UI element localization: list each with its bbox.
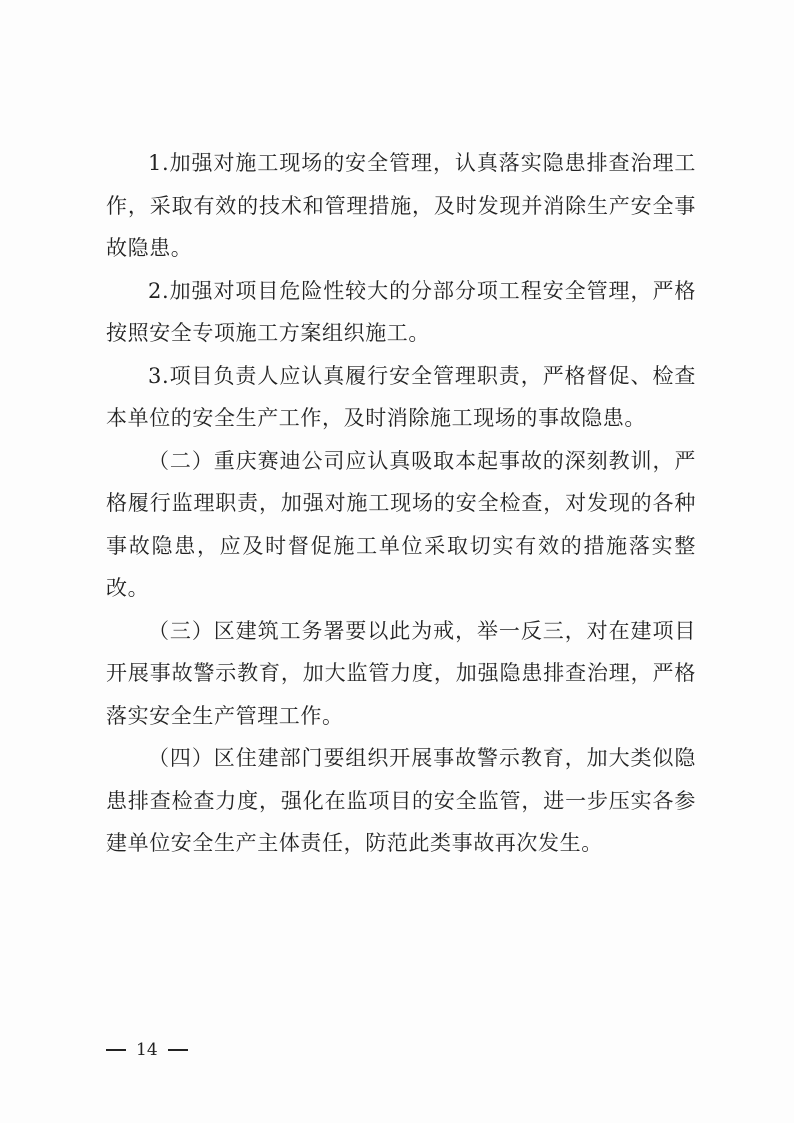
page-number: 14 — [136, 1040, 158, 1060]
paragraph-section-2: （二）重庆赛迪公司应认真吸取本起事故的深刻教训，严格履行监理职责，加强对施工现场的安全检查，对发现的各种事故隐患，应及时督促施工单位采取切实有效的措施落实整改。 — [106, 448, 696, 600]
document-body — [106, 142, 696, 865]
footer-dash-right — [168, 1049, 188, 1051]
paragraph-item-3: 3.项目负责人应认真履行安全管理职责，严格督促、检查本单位的安全生产工作，及时消除施工现场的事故隐患。 — [106, 363, 696, 430]
paragraph-section-3: （三）区建筑工务署要以此为戒，举一反三，对在建项目开展事故警示教育，加大监管力度，加强隐患排查治理，严格落实安全生产管理工作。 — [106, 618, 696, 728]
footer-dash-left — [106, 1049, 126, 1051]
paragraph-item-1: 1.加强对施工现场的安全管理，认真落实隐患排查治理工作，采取有效的技术和管理措施，及时发现并消除生产安全事故隐患。 — [106, 151, 696, 260]
page-footer — [106, 1040, 188, 1060]
paragraph-item-2: 2.加强对项目危险性较大的分部分项工程安全管理，严格按照安全专项施工方案组织施工。 — [106, 278, 696, 345]
paragraph-section-4: （四）区住建部门要组织开展事故警示教育，加大类似隐患排查检查力度，强化在监项目的安全监管，进一步压实各参建单位安全生产主体责任，防范此类事故再次发生。 — [106, 746, 696, 855]
